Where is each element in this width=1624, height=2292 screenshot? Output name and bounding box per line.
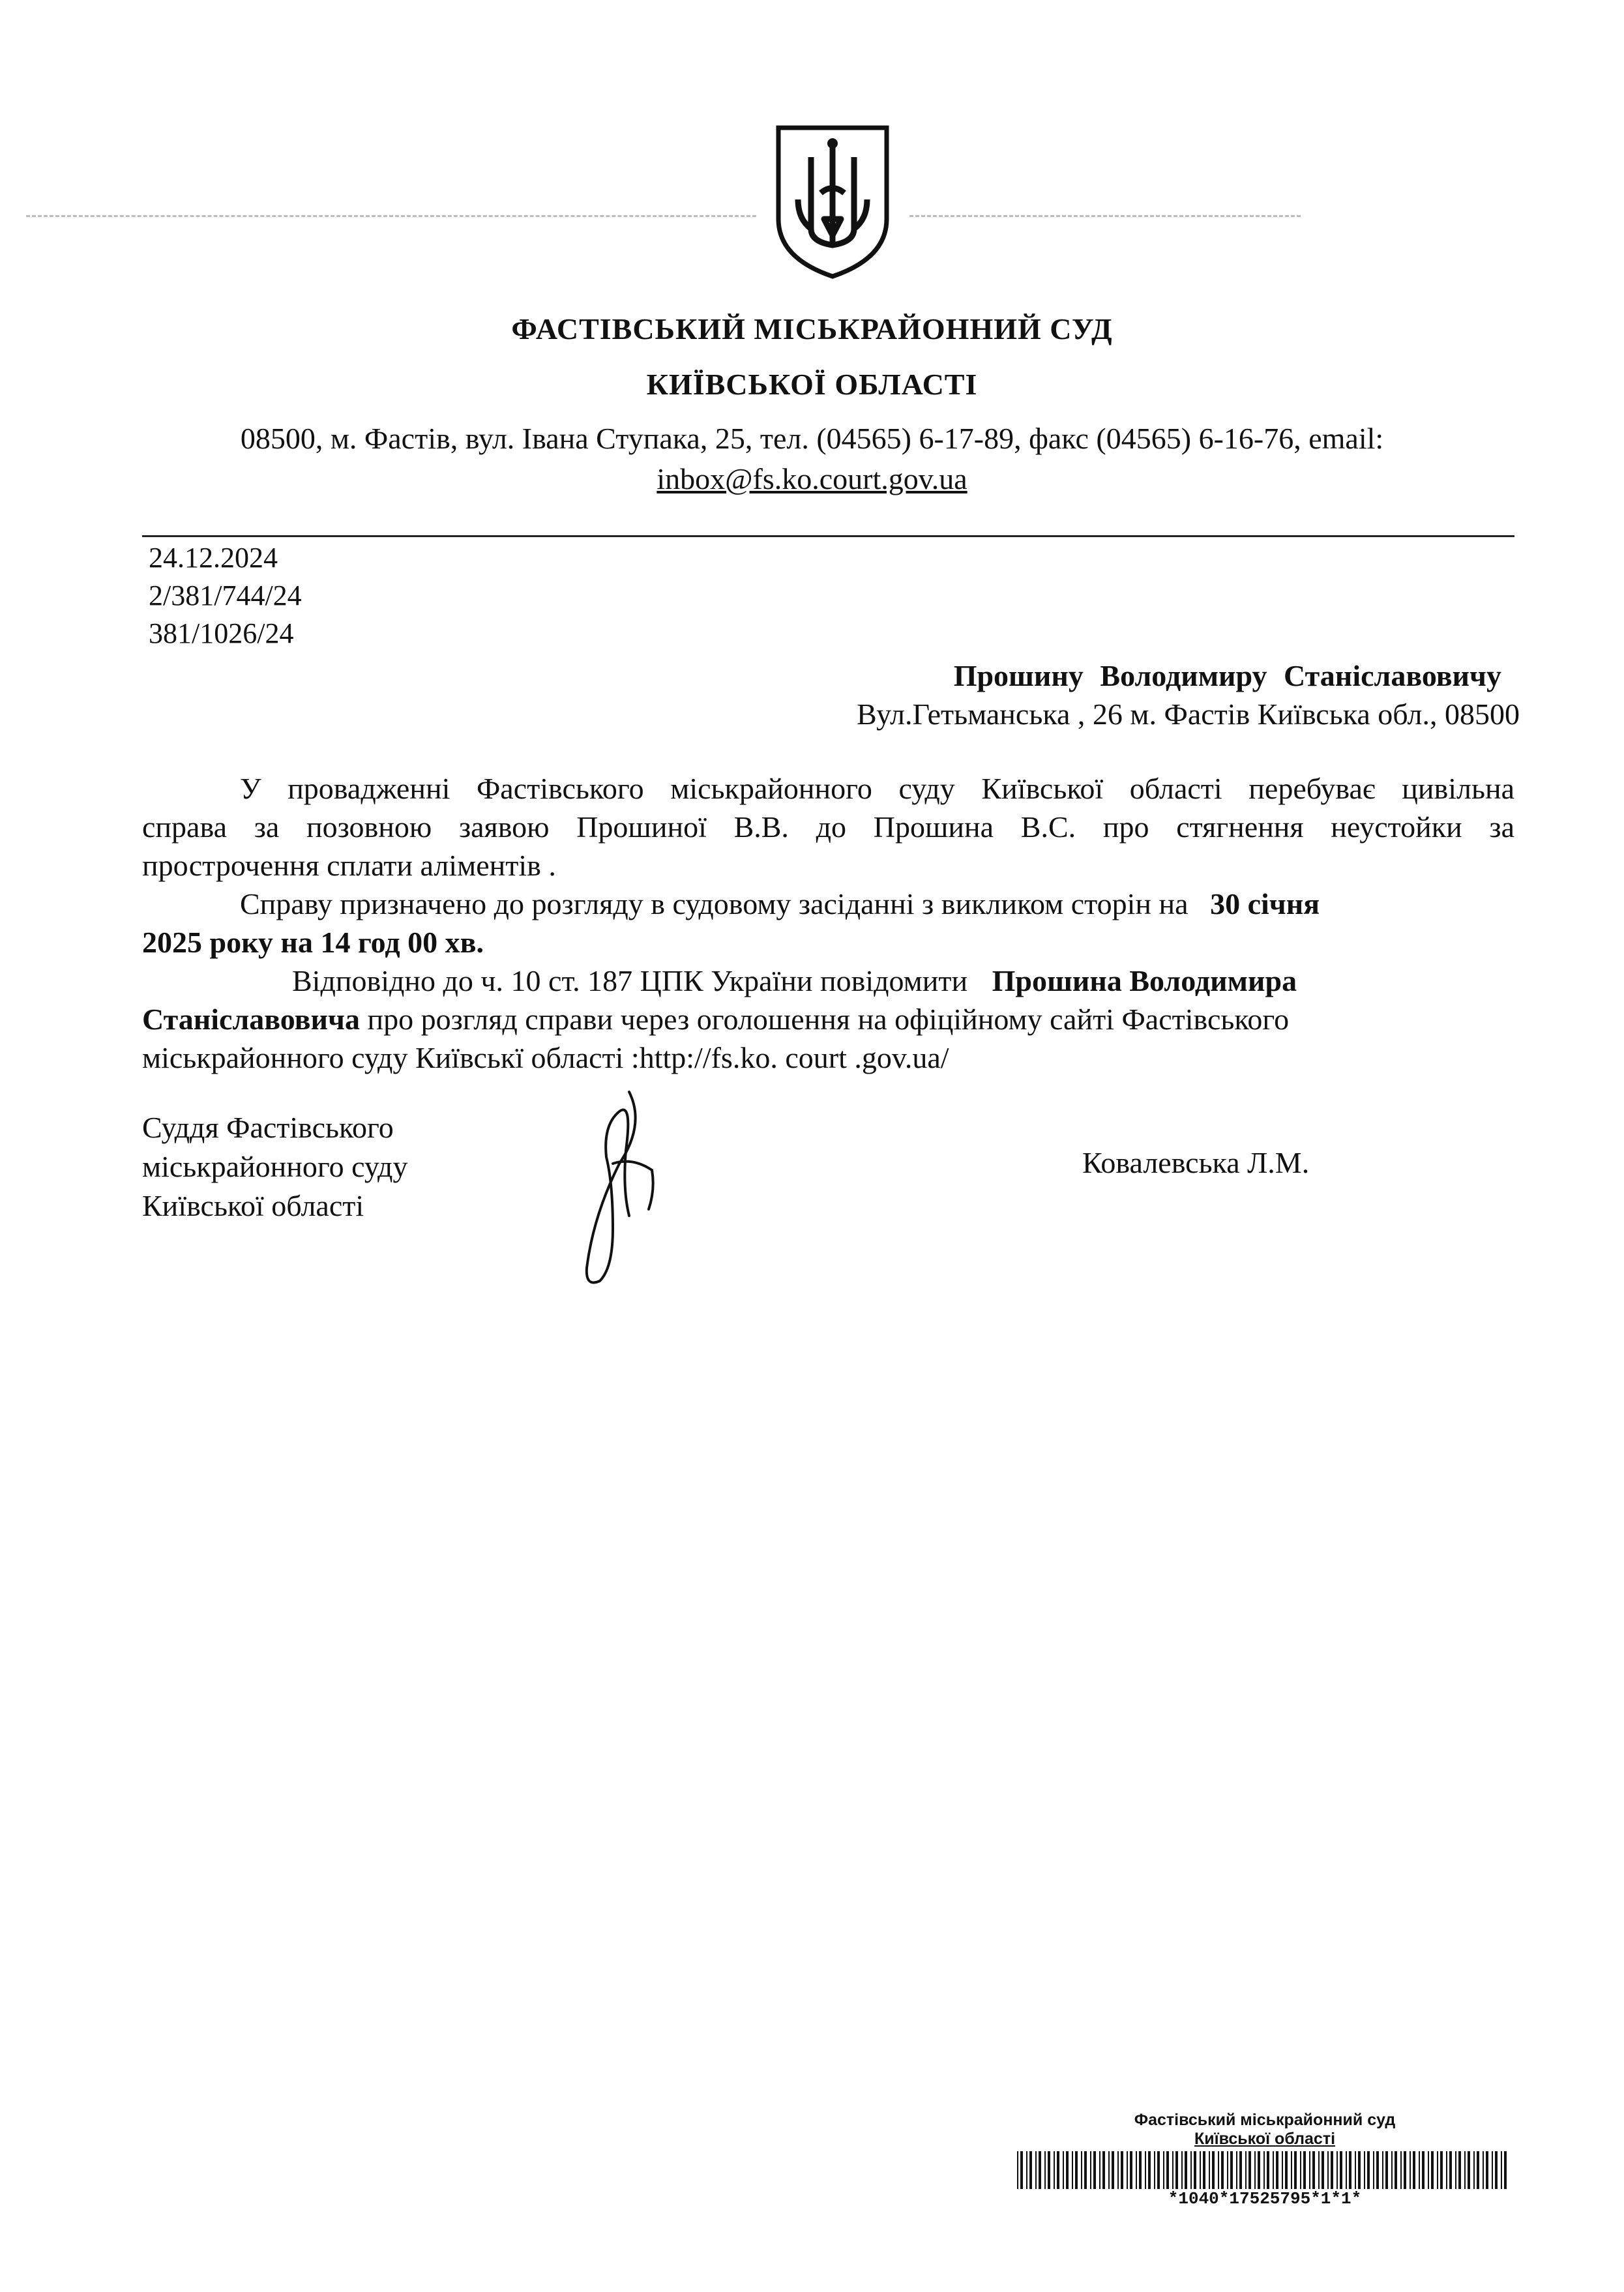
barcode-bar	[1495, 2151, 1498, 2189]
barcode-bar	[1449, 2151, 1452, 2189]
barcode-bar	[1483, 2151, 1484, 2189]
court-email-link[interactable]: inbox@fs.ko.court.gov.ua	[657, 462, 967, 495]
barcode-bar	[1209, 2151, 1210, 2189]
court-region: КИЇВСЬКОЇ ОБЛАСТІ	[646, 368, 978, 401]
hearing-text: Справу призначено до розгляду в судовому засіданні з викликом сторін на	[240, 887, 1188, 920]
document-date: 24.12.2024	[149, 542, 278, 574]
barcode-bar	[1020, 2151, 1023, 2189]
barcode-bar	[1172, 2151, 1174, 2189]
paragraph-hearing	[142, 885, 1514, 962]
barcode-bar	[1504, 2151, 1507, 2189]
barcode-bar	[1166, 2151, 1169, 2189]
case-number: 2/381/744/24	[149, 580, 302, 611]
barcode-bar	[1063, 2151, 1064, 2189]
barcode-bar	[1437, 2151, 1438, 2189]
judge-position-line: міськрайонного суду	[142, 1150, 408, 1183]
barcode-bar	[1440, 2151, 1443, 2189]
handwritten-signature	[567, 1085, 672, 1294]
barcode-bar	[1385, 2151, 1388, 2189]
barcode-bar	[1154, 2151, 1155, 2189]
barcode-bar	[1404, 2151, 1406, 2189]
notification-text: Відповідно до ч. 10 ст. 187 ЦПК України повідомити	[292, 964, 968, 997]
barcode-bar	[1276, 2151, 1278, 2189]
barcode-bar	[1200, 2151, 1201, 2189]
barcode-bar	[1458, 2151, 1461, 2189]
proceeding-number: 381/1026/24	[149, 617, 294, 649]
barcode-bar	[1258, 2151, 1260, 2189]
barcode-bar	[1017, 2151, 1018, 2189]
barcode-bar	[1376, 2151, 1379, 2189]
barcode-bar	[1072, 2151, 1073, 2189]
barcode-bar	[1468, 2151, 1470, 2189]
barcode-bar	[1473, 2151, 1475, 2189]
court-address: 08500, м. Фастів, вул. Івана Ступака, 25, тел. (04565) 6-17-89, факс (04565) 6-16-76, email:	[240, 422, 1384, 455]
paragraph-line: прострочення сплати аліментів .	[142, 849, 556, 882]
barcode-bar	[1093, 2151, 1096, 2189]
barcode-bar	[1181, 2151, 1183, 2189]
court-name: ФАСТІВСЬКИЙ МІСЬКРАЙОННИЙ СУД	[511, 312, 1113, 345]
barcode-bar	[1026, 2151, 1027, 2189]
barcode-bar	[1254, 2151, 1256, 2189]
barcode-bar	[1358, 2151, 1361, 2189]
barcode-bar	[1117, 2151, 1119, 2189]
barcode-bar	[1212, 2151, 1215, 2189]
barcode-icon	[1017, 2151, 1513, 2189]
recipient-address: Вул.Гетьманська , 26 м. Фастів Київська обл., 08500	[857, 698, 1520, 731]
barcode-bar	[1294, 2151, 1297, 2189]
paragraph-line	[142, 923, 1514, 962]
judge-name: Ковалевська Л.М.	[1082, 1146, 1310, 1179]
recipient-name: Прошину Володимиру Станіславовичу	[953, 659, 1501, 692]
document-meta	[149, 539, 302, 653]
barcode-bar	[1048, 2151, 1050, 2189]
barcode-bar	[1492, 2151, 1493, 2189]
barcode-bar	[1367, 2151, 1370, 2189]
barcode-bar	[1464, 2151, 1466, 2189]
barcode-bar	[1501, 2151, 1502, 2189]
barcode-bar	[1227, 2151, 1228, 2189]
barcode-bar	[1218, 2151, 1219, 2189]
barcode-bar	[1477, 2151, 1479, 2189]
barcode-bar	[1130, 2151, 1132, 2189]
barcode-bar	[1413, 2151, 1415, 2189]
barcode-bar	[1318, 2151, 1320, 2189]
paragraph-line	[142, 962, 1514, 1000]
barcode-bar	[1282, 2151, 1283, 2189]
barcode-bar	[1455, 2151, 1456, 2189]
barcode-bar	[1112, 2151, 1114, 2189]
barcode-bar	[1139, 2151, 1142, 2189]
barcode-bar	[1102, 2151, 1105, 2189]
judge-position-line: Суддя Фастівського	[142, 1111, 394, 1144]
barcode-bar	[1163, 2151, 1164, 2189]
barcode-bar	[1145, 2151, 1146, 2189]
paragraph-line: міськрайонного суду Київськї області :http://fs.ko. court .gov.ua/	[142, 1041, 949, 1074]
hearing-date: 30 січня	[1210, 887, 1320, 920]
paragraph-line: У провадженні Фастівського міськрайонного суду Київської області перебуває цивільна	[240, 772, 1514, 805]
barcode-bar	[1127, 2151, 1128, 2189]
barcode-bar	[1355, 2151, 1356, 2189]
stamp-region: Київської області	[1194, 2130, 1336, 2148]
notification-text: про розгляд справи через оголошення на офіційному сайті Фастівського	[359, 1003, 1290, 1036]
barcode-bar	[1066, 2151, 1069, 2189]
barcode-bar	[1410, 2151, 1411, 2189]
barcode-bar	[1340, 2151, 1342, 2189]
barcode-bar	[1312, 2151, 1315, 2189]
barcode-bar	[1300, 2151, 1301, 2189]
barcode-bar	[1364, 2151, 1365, 2189]
judge-position-line: Київської області	[142, 1189, 364, 1222]
barcode-bar	[1321, 2151, 1324, 2189]
barcode-bar	[1285, 2151, 1288, 2189]
coat-of-arms-icon	[772, 121, 893, 280]
barcode-bar	[1057, 2151, 1059, 2189]
barcode-bar	[1422, 2151, 1425, 2189]
barcode-bar	[1084, 2151, 1087, 2189]
defendant-patronymic: Станіславовича	[142, 1003, 360, 1036]
barcode-bar	[1099, 2151, 1100, 2189]
barcode-bar	[1267, 2151, 1269, 2189]
barcode-bar	[1400, 2151, 1402, 2189]
barcode-bar	[1136, 2151, 1137, 2189]
barcode-bar	[1291, 2151, 1292, 2189]
paragraph-line	[142, 885, 1514, 923]
barcode-bar	[1303, 2151, 1306, 2189]
barcode-bar	[1327, 2151, 1329, 2189]
barcode-bar	[1419, 2151, 1420, 2189]
barcode-bar	[1190, 2151, 1192, 2189]
barcode-bar	[1157, 2151, 1160, 2189]
barcode-bar	[1044, 2151, 1046, 2189]
barcode-bar	[1486, 2151, 1488, 2189]
header-divider-left	[26, 215, 756, 217]
paragraph-proceedings	[142, 769, 1514, 885]
header-rule	[142, 535, 1514, 537]
barcode-bar	[1428, 2151, 1429, 2189]
defendant-name: Прошина Володимира	[992, 964, 1297, 997]
hearing-time: 2025 року на 14 год 00 хв.	[142, 926, 484, 959]
judge-position	[142, 1108, 407, 1226]
barcode-bar	[1039, 2151, 1041, 2189]
header-divider-right	[909, 215, 1301, 217]
barcode-bar	[1221, 2151, 1224, 2189]
recipient-block	[857, 658, 1520, 731]
barcode-bar	[1185, 2151, 1187, 2189]
paragraph-line: справа за позовною заявою Прошиної В.В. до Прошина В.С. про стягнення неустойки за	[142, 810, 1514, 844]
barcode-bar	[1395, 2151, 1397, 2189]
barcode-bar	[1175, 2151, 1178, 2189]
registry-stamp	[1017, 2111, 1513, 2209]
barcode-bar	[1431, 2151, 1434, 2189]
court-email-wrap	[0, 462, 1624, 496]
barcode-bar	[1349, 2151, 1351, 2189]
barcode-bar	[1230, 2151, 1233, 2189]
barcode-bar	[1121, 2151, 1123, 2189]
barcode-bar	[1054, 2151, 1055, 2189]
barcode-bar	[1263, 2151, 1265, 2189]
barcode-bar	[1373, 2151, 1374, 2189]
barcode-bar	[1346, 2151, 1347, 2189]
barcode-bar	[1391, 2151, 1393, 2189]
barcode-bar	[1336, 2151, 1338, 2189]
barcode-bar	[1029, 2151, 1032, 2189]
barcode-bar	[1309, 2151, 1310, 2189]
barcode-bar	[1382, 2151, 1383, 2189]
barcode-bar	[1236, 2151, 1237, 2189]
barcode-bar	[1273, 2151, 1274, 2189]
paragraph-line	[142, 1000, 1514, 1038]
barcode-bar	[1081, 2151, 1082, 2189]
barcode-bar	[1446, 2151, 1447, 2189]
barcode-bar	[1090, 2151, 1091, 2189]
barcode-code: *1040*17525795*1*1*	[1168, 2189, 1362, 2209]
paragraph-notification	[142, 962, 1514, 1077]
barcode-bar	[1035, 2151, 1037, 2189]
barcode-bar	[1245, 2151, 1247, 2189]
barcode-bar	[1108, 2151, 1110, 2189]
barcode-bar	[1194, 2151, 1196, 2189]
barcode-bar	[1331, 2151, 1333, 2189]
stamp-court-name: Фастівський міськрайонний суд	[1134, 2111, 1396, 2129]
barcode-bar	[1239, 2151, 1242, 2189]
barcode-bar	[1148, 2151, 1151, 2189]
barcode-bar	[1075, 2151, 1078, 2189]
barcode-bar	[1203, 2151, 1205, 2189]
barcode-bar	[1248, 2151, 1251, 2189]
